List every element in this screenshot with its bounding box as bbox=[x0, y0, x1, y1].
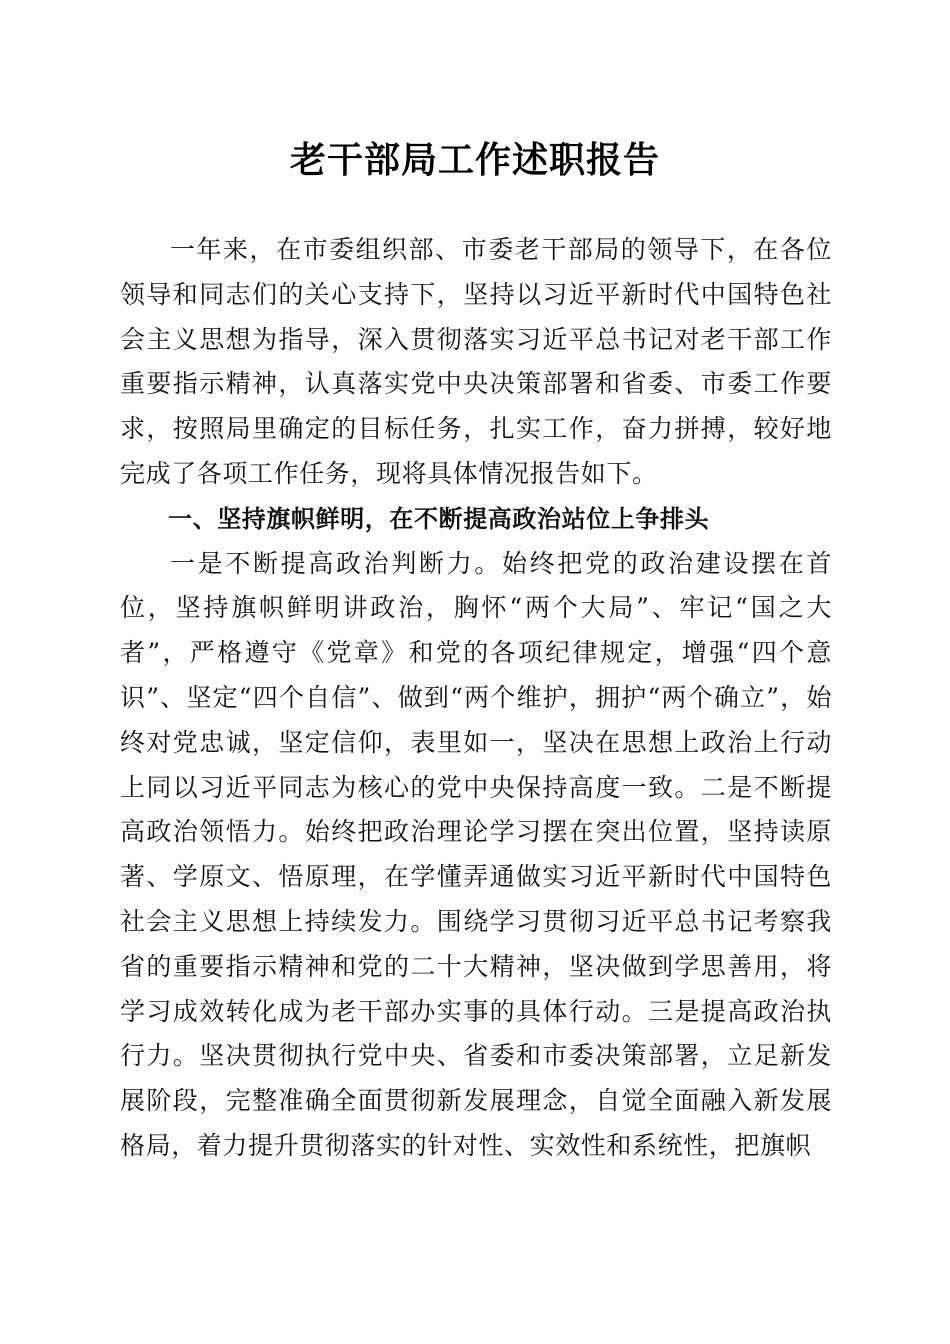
document-body bbox=[120, 228, 832, 1169]
intro-paragraph: 一年来，在市委组织部、市委老干部局的领导下，在各位领导和同志们的关心支持下，坚持以习近平新时代中国特色社会主义思想为指导，深入贯彻落实习近平总书记对老干部工作重要指示精神，认真落实党中央决策部署和省委、市委工作要求，按照局里确定的目标任务，扎实工作，奋力拼搏，较好地完成了各项工作任务，现将具体情况报告如下。 bbox=[120, 235, 832, 488]
document-title: 老干部局工作述职报告 bbox=[289, 139, 660, 181]
section-heading-1: 一、坚持旗帜鲜明，在不断提高政治站位上争排头 bbox=[168, 504, 710, 533]
section-1-paragraph: 一是不断提高政治判断力。始终把党的政治建设摆在首位，坚持旗帜鲜明讲政治，胸怀“两个大局”、牢记“国之大者”，严格遵守《党章》和党的各项纪律规定，增强“四个意识”、坚定“四个自信”、做到“两个维护，拥护“两个确立”，始终对党忠诚，坚定信仰，表里如一，坚决在思想上政治上行动上同以习近平同志为核心的党中央保持高度一致。二是不断提高政治领悟力。始终把政治理论学习摆在突出位置，坚持读原著、学原文、悟原理，在学懂弄通做实习近平新时代中国特色社会主义思想上持续发力。围绕学习贯彻习近平总书记考察我省的重要指示精神和党的二十大精神，坚决做到学思善用，将学习成效转化成为老干部办实事的具体行动。三是提高政治执行力。坚决贯彻执行党中央、省委和市委决策部署，立足新发展阶段，完整准确全面贯彻新发展理念，自觉全面融入新发展格局，着力提升贯彻落实的针对性、实效性和系统性，把旗帜 bbox=[120, 548, 832, 1160]
